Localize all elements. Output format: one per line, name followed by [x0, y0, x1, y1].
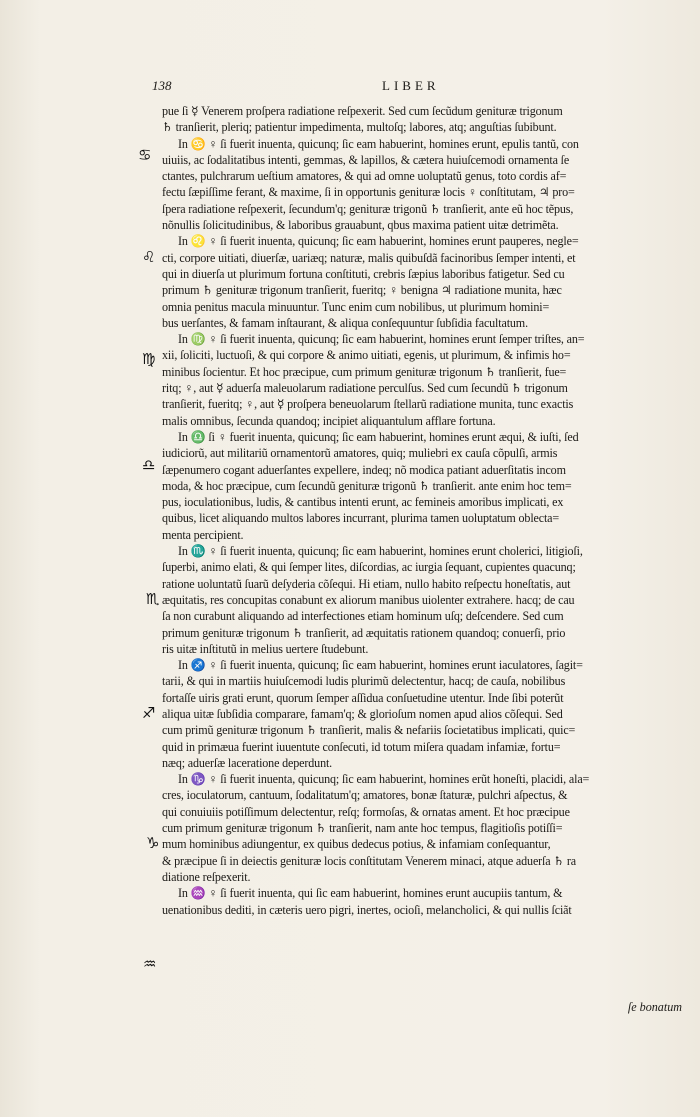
- page-header: [150, 78, 680, 100]
- text-line: ritq; ♀, aut ☿ aduerſa maleuolarum radiatione perculſus. Sed cum ſecundũ ♄ trigonum: [162, 381, 568, 396]
- paragraph-start: In ♍ ♀ ſi fuerit inuenta, quicunq; ſic eam habuerint, homines erunt ſemper triſtes, an=: [178, 332, 585, 347]
- text-line: xii, ſoliciti, luctuoſi, & qui corpore & animo uitiati, egenis, ut plurimum, & infimis ho=: [162, 348, 571, 363]
- text-line: ſpera radiatione reſpexerit, ſecundum'q; genituræ trigonũ ♄ tranſierit, ante eũ hoc tẽpus,: [162, 201, 574, 216]
- paragraph-start: In ♑ ♀ ſi fuerit inuenta, quicunq; ſic eam habuerint, homines erũt honeſti, placidi, ala=: [178, 772, 590, 787]
- text-line: fortaſſe uiris grati erunt, quorum ſemper aſſidua conſuetudine utentur. Inde ſibi poterũt: [162, 690, 564, 705]
- text-line: nõnullis ſolicitudinibus, & laboribus grauabunt, qbus maxima patient uitæ detrimẽta.: [162, 218, 559, 233]
- text-line: qui conuiuiis potiſſimum delectentur, reſq; formoſas, & ornatas ament. Et hoc præcipue: [162, 804, 570, 819]
- text-line: diatione reſpexerit.: [162, 869, 251, 884]
- paragraph-start: In ♌ ♀ ſi fuerit inuenta, quicunq; ſic eam habuerint, homines erunt pauperes, negle=: [178, 234, 579, 249]
- text-line: cum primum genituræ trigonum ♄ tranſierit, nam ante hoc tempus, flagitioſis potiſſi=: [162, 821, 563, 836]
- text-line: ratione uoluntatũ ſuarũ deſyderia cõſequi. Hi etiam, nullo habito reſpectu honeſtatis, aut: [162, 576, 571, 591]
- text-line: cum primũ genituræ trigonum ♄ tranſierit, malis & nefariis ſocietatibus implicati, quic=: [162, 723, 576, 738]
- text-line: fectu ſæpiſſime ferant, & maxime, ſi in opportunis genituræ locis ♀ conſtitutam, ♃ pro=: [162, 185, 575, 200]
- cancer-sign: ♋: [138, 146, 152, 164]
- text-line: ſuperbi, animo elati, & qui ſemper lites, diſcordias, ac iurgia ſequant, cupientes quacunq;: [162, 560, 576, 575]
- text-line: ſa non curabunt aliquando ad interfectiones etiam hominum uſq; deſcendere. Sed cum: [162, 609, 564, 624]
- text-line: quibus, licet aliquando multos labores incurrant, plurima tamen uoluptatum oblecta=: [162, 511, 560, 526]
- text-line: quid in primæua fuerint iuuentute conſecuti, id totum miſera quadam infamiæ, fortu=: [162, 739, 561, 754]
- text-line: ris uitæ inſtitutũ in melius uertere ſtudebunt.: [162, 641, 369, 656]
- paragraph-start: In ♒ ♀ ſi fuerit inuenta, qui ſic eam habuerint, homines erunt aucupiis tantum, &: [178, 886, 563, 901]
- text-line: æquitatis, res concupitas conabunt ex aliorum manibus uiolenter extrahere. hacq; de cau: [162, 592, 575, 607]
- leo-sign: ♌: [142, 248, 156, 266]
- text-line: næq; aduerſæ laceratione deperdunt.: [162, 755, 333, 770]
- aquarius-sign: ♒: [143, 955, 157, 973]
- paragraph-start: In ♎ ſi ♀ fuerit inuenta, quicunq; ſic eam habuerint, homines erunt æqui, & iuſti, ſed: [178, 429, 579, 444]
- text-line: ♄ tranſierit, pleriq; patientur impedimenta, multoſq; labores, atq; anguſtias ſubibunt.: [162, 120, 557, 135]
- body-text: [162, 103, 690, 918]
- paragraph-start: In ♐ ♀ ſi fuerit inuenta, quicunq; ſic eam habuerint, homines erunt iaculatores, ſagit=: [178, 658, 583, 673]
- running-title: LIBER: [382, 78, 440, 93]
- capricorn-sign: ♑: [146, 834, 160, 852]
- text-line: ctantes, pulchrarum ueſtium amatores, & qui ad omne uoluptatũ genus, toto cordis af=: [162, 169, 567, 184]
- text-line: qui in diuerſa ut plurimum fortuna conſtituti, crebris ſæpius laboribus fatigetur. Sed cu: [162, 266, 565, 281]
- text-line: malis omnibus, ſecunda quandoq; incipiet aliquantulum afflare fortuna.: [162, 413, 496, 428]
- catchword: ſe bonatum: [627, 1000, 682, 1014]
- text-line: pus, ioculationibus, ludis, & cantibus intenti erunt, ac femineis amoribus implicati, ex: [162, 495, 564, 510]
- text-line: aliqua uitæ ſubſidia comparare, famam'q; & glorioſum nomen apud alios cõſequi. Sed: [162, 706, 563, 721]
- text-line: tarii, & qui in martiis huiuſcemodi ludis plurimũ delectentur, hacq; de cauſa, nobilibus: [162, 674, 566, 689]
- paragraph-start: In ♏ ♀ ſi fuerit inuenta, quicunq; ſic eam habuerint, homines erunt cholerici, litigioſi,: [178, 544, 583, 559]
- libra-sign: ♎: [142, 456, 156, 474]
- text-line: primum genituræ trigonum ♄ tranſierit, ad æquitatis rationem quandoq; conuerſi, prio: [162, 625, 566, 640]
- text-line: tranſierit, fueritq; ♀, aut ☿ proſpera beneuolarum ſtellarũ radiatione munita, tunc exactis: [162, 397, 574, 412]
- text-line: & præcipue ſi in deiectis genituræ locis conſtitutam Venerem minaci, atque aduerſa ♄ ra: [162, 853, 577, 868]
- text-line: omnia penitus macula minuuntur. Tunc enim cum nobilibus, ut plurimum homini=: [162, 299, 550, 314]
- text-line: uiuiis, ac ſodalitatibus intenti, gemmas, & lapillos, & cætera huiuſcemodi ornamenta ſe: [162, 152, 570, 167]
- text-line: primum ♄ genituræ trigonum tranſierit, fueritq; ♀ benigna ♃ radiatione munita, hæc: [162, 283, 562, 298]
- scorpio-sign: ♏: [146, 590, 160, 608]
- text-line: mum hominibus adiungentur, ex quibus dedecus potius, & infamiam conſequantur,: [162, 837, 551, 852]
- paragraph-start: In ♋ ♀ ſi fuerit inuenta, quicunq; ſic eam habuerint, homines erunt, epulis tantũ, con: [178, 136, 579, 151]
- text-line: bus uerſantes, & famam inſtaurant, & aliqua conſequuntur ſubſidia facultatum.: [162, 315, 528, 330]
- text-line: cres, ioculatorum, cantuum, ſodalitatum'q; amatores, bonæ ſtaturæ, pulchri aſpectus, &: [162, 788, 568, 803]
- text-line: pue ſi ☿ Venerem proſpera radiatione reſpexerit. Sed cum ſecũdum genituræ trigonum: [162, 104, 563, 118]
- text-line: uenationibus dediti, in cæteris uero pigri, inertes, ocioſi, melancholici, & qui nullis ſciãt: [162, 902, 572, 917]
- page-number: 138: [152, 78, 172, 93]
- text-line: moda, & hoc præcipue, cum ſecundũ genituræ trigonũ ♄ tranſierit. ante enim hoc tem=: [162, 478, 572, 493]
- virgo-sign: ♍: [142, 350, 156, 368]
- text-line: iudiciorũ, aut militariũ ornamentorũ amatores, quiq; muliebri ex cauſa cõpulſi, armis: [162, 446, 558, 461]
- sagittarius-sign: ♐: [142, 704, 156, 722]
- text-line: cti, corpore uitiati, diuerſæ, uariæq; naturæ, malis quibuſdã facinoribus ſemper intenti, et: [162, 250, 576, 265]
- text-line: ſæpenumero cogant aduerſantes expellere, indeq; nõ modica patiant aduerſitatis incom: [162, 462, 566, 477]
- text-line: menta percipient.: [162, 527, 244, 542]
- text-line: minibus ſocientur. Et hoc præcipue, cum primum genituræ trigonum ♄ tranſierit, fue=: [162, 364, 567, 379]
